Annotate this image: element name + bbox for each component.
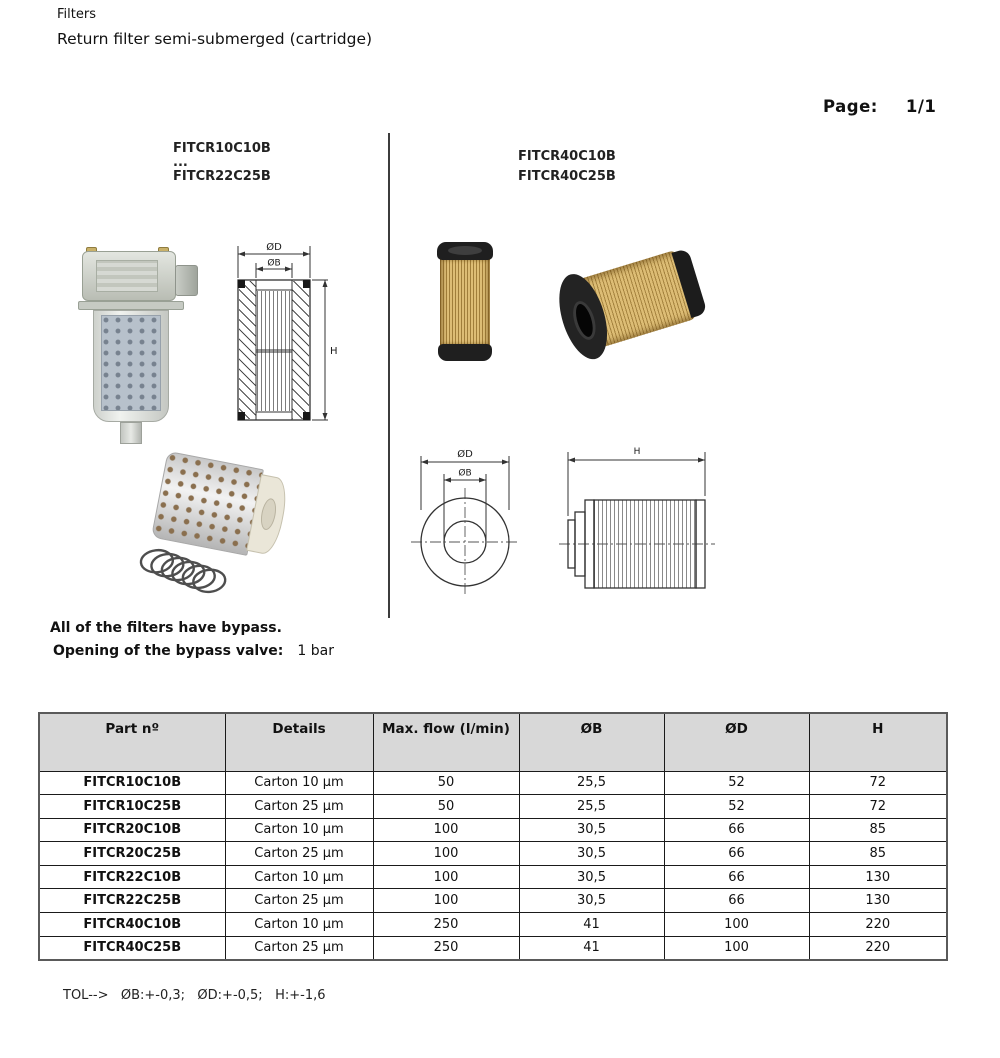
spec-cell: 52 <box>664 771 809 795</box>
spec-cell: 50 <box>373 771 519 795</box>
centerlines <box>411 488 520 596</box>
spec-cell: 72 <box>809 771 947 795</box>
filter-assembly-photo <box>78 248 200 444</box>
dimension-lines <box>568 452 705 516</box>
part-number-cell: FITCR22C25B <box>39 889 225 913</box>
page-label: Page: <box>823 97 878 116</box>
right-model-range <box>518 147 616 187</box>
drain-pipe <box>120 422 142 444</box>
spec-cell: Carton 10 µm <box>225 771 373 795</box>
part-number-cell: FITCR40C25B <box>39 936 225 960</box>
cross-section-dimensions <box>228 238 340 438</box>
spec-cell: 100 <box>664 936 809 960</box>
inlet-port <box>175 265 198 296</box>
spring-photo <box>138 540 238 602</box>
dim-label-ob: ØB <box>458 468 472 479</box>
spec-cell: 25,5 <box>519 771 664 795</box>
spec-cell: 85 <box>809 842 947 866</box>
part-number-cell: FITCR40C10B <box>39 913 225 937</box>
table-row <box>39 795 947 819</box>
perforated-cartridge <box>101 315 161 411</box>
bottom-end-cap <box>438 344 492 361</box>
page-value: 1/1 <box>905 97 937 116</box>
spec-cell: 100 <box>664 913 809 937</box>
spec-cell: 50 <box>373 795 519 819</box>
model-code: FITCR10C10B <box>173 141 271 156</box>
spec-cell: 41 <box>519 936 664 960</box>
column-header-flow: Max. flow (l/min) <box>373 713 519 771</box>
spec-cell: Carton 10 µm <box>225 913 373 937</box>
column-header-h: H <box>809 713 947 771</box>
spec-cell: Carton 25 µm <box>225 936 373 960</box>
table-row <box>39 913 947 937</box>
dim-label-ob: ØB <box>267 258 281 269</box>
spec-cell: 66 <box>664 889 809 913</box>
spec-cell: 100 <box>373 865 519 889</box>
spec-cell: 30,5 <box>519 865 664 889</box>
tolerance-note: TOL--> ØB:+-0,3; ØD:+-0,5; H:+-1,6 <box>63 988 326 1003</box>
spec-cell: 85 <box>809 818 947 842</box>
spec-cell: 130 <box>809 865 947 889</box>
table-row <box>39 936 947 960</box>
part-number-cell: FITCR10C25B <box>39 795 225 819</box>
housing-head-detail <box>96 260 158 292</box>
figure-divider <box>388 133 390 618</box>
model-code: FITCR40C10B <box>518 149 616 164</box>
spec-cell: 52 <box>664 795 809 819</box>
spec-cell: Carton 10 µm <box>225 818 373 842</box>
part-outline <box>238 280 310 420</box>
spec-cell: 25,5 <box>519 795 664 819</box>
column-header-ob: ØB <box>519 713 664 771</box>
part-number-cell: FITCR10C10B <box>39 771 225 795</box>
spec-table <box>38 712 948 961</box>
table-row <box>39 842 947 866</box>
spec-cell: 250 <box>373 936 519 960</box>
spec-cell: 30,5 <box>519 889 664 913</box>
cartridge-photo-tilted <box>551 243 710 361</box>
model-code: FITCR22C25B <box>173 169 271 184</box>
spec-cell: 250 <box>373 913 519 937</box>
category-label: Filters <box>57 7 96 22</box>
bypass-valve-value: 1 bar <box>297 643 334 659</box>
bypass-valve-note <box>53 643 334 659</box>
left-model-range <box>173 141 271 185</box>
spec-cell: 100 <box>373 889 519 913</box>
spec-cell: 30,5 <box>519 818 664 842</box>
mounting-flange <box>78 301 184 310</box>
spec-cell: Carton 25 µm <box>225 889 373 913</box>
part-number-cell: FITCR20C25B <box>39 842 225 866</box>
table-row <box>39 865 947 889</box>
housing-bowl <box>93 310 169 422</box>
spec-cell: 66 <box>664 818 809 842</box>
spec-cell: 220 <box>809 913 947 937</box>
spec-cell: 100 <box>373 842 519 866</box>
spec-cell: 100 <box>373 818 519 842</box>
page-indicator <box>823 97 936 116</box>
dim-label-od: ØD <box>266 242 282 253</box>
dim-label-od: ØD <box>457 449 473 460</box>
table-row <box>39 771 947 795</box>
column-header-part: Part nº <box>39 713 225 771</box>
model-range-ellipsis: ... <box>173 155 188 170</box>
page-title: Return filter semi-submerged (cartridge) <box>57 30 373 48</box>
spec-cell: 130 <box>809 889 947 913</box>
top-cap-recess <box>448 246 482 255</box>
spec-cell: Carton 25 µm <box>225 795 373 819</box>
spec-cell: 41 <box>519 913 664 937</box>
bypass-note: All of the filters have bypass. <box>50 620 282 636</box>
top-view-svg <box>408 442 523 598</box>
part-number-cell: FITCR20C10B <box>39 818 225 842</box>
table-header-row <box>39 713 947 771</box>
bypass-valve-label: Opening of the bypass valve: <box>53 643 284 659</box>
side-view-drawing <box>525 438 720 603</box>
spec-cell: 220 <box>809 936 947 960</box>
spec-cell: Carton 10 µm <box>225 865 373 889</box>
dim-label-h: H <box>330 346 338 357</box>
spec-cell: 30,5 <box>519 842 664 866</box>
column-header-od: ØD <box>664 713 809 771</box>
dim-label-h: H <box>633 447 641 457</box>
table-row <box>39 889 947 913</box>
model-code: FITCR40C25B <box>518 169 616 184</box>
spec-cell: 66 <box>664 865 809 889</box>
dimension-lines <box>238 246 328 420</box>
spec-cell: Carton 25 µm <box>225 842 373 866</box>
column-header-details: Details <box>225 713 373 771</box>
top-view-drawing <box>408 442 523 598</box>
spec-cell: 72 <box>809 795 947 819</box>
part-number-cell: FITCR22C10B <box>39 865 225 889</box>
side-view-svg <box>525 438 720 603</box>
cartridge-photo-standing <box>437 242 493 362</box>
spec-table-body <box>39 771 947 960</box>
cross-section-drawing <box>228 238 340 438</box>
pleated-body <box>440 259 490 345</box>
spec-cell: 66 <box>664 842 809 866</box>
table-row <box>39 818 947 842</box>
